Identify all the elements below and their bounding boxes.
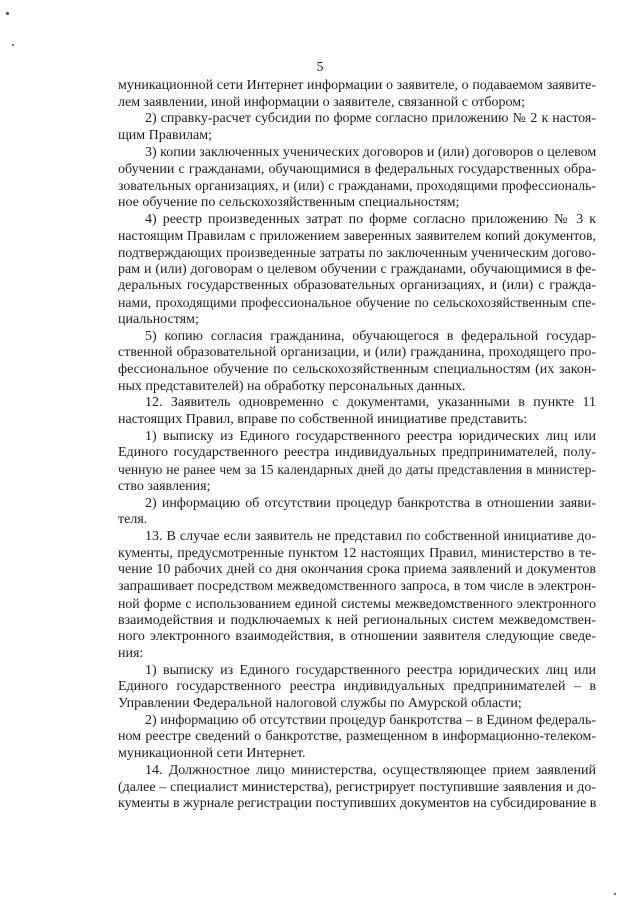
text-line: циальностям;: [118, 311, 199, 327]
text-line: ственной образовательной организации, и (или) гражданина, проходящего про-: [118, 345, 596, 361]
text-line: муникационной сети Интернет информации о заявителе, о подаваемом заявите-: [118, 78, 596, 93]
text-line: деральных государственных образовательных организациях, и (или) с гражда-: [118, 278, 596, 294]
text-line: ных представителей) на обработку персональных данных.: [118, 378, 466, 394]
text-line: ного электронного взаимодействия, в отношении заявителя следующие сведе-: [118, 629, 596, 645]
text-line: настоящим Правилам с приложением заверенных заявителем копий документов,: [118, 228, 596, 244]
text-line: ном реестре сведений о банкротстве, размещенном в информационно-телеком-: [118, 729, 596, 745]
text-line: 2) справку-расчет субсидии по форме согласно приложению № 2 к настоя-: [145, 111, 596, 127]
text-line: настоящих Правил, вправе по собственной инициативе представить:: [118, 412, 528, 428]
text-line: ной форме с использованием единой системы межведомственного электронного: [118, 595, 596, 611]
text-line: теля.: [118, 512, 148, 528]
text-line: обучении с гражданами, обучающимися в федеральных государственных обра-: [118, 161, 596, 177]
text-line: кументы, предусмотренные пунктом 12 настоящих Правил, министерство в те-: [118, 545, 596, 561]
page-number: 5: [316, 60, 324, 75]
text-line: Единого государственного реестра индивидуальных предпринимателей – в: [118, 679, 596, 695]
text-line: фессиональное обучение по сельскохозяйственным специальностям (их закон-: [118, 361, 596, 377]
text-line: 4) реестр произведенных затрат по форме согласно приложению № 3 к: [145, 211, 596, 227]
text-line: 3) копии заключенных ученических договоров и (или) договоров о целевом: [145, 144, 597, 160]
document-body: [118, 78, 596, 813]
text-line: ния:: [118, 645, 144, 661]
text-line: 1) выписку из Единого государственного реестра юридических лиц или: [145, 428, 596, 444]
text-line: Управлении Федеральной налоговой службы по Амурской области;: [118, 696, 522, 712]
text-line: ное обучение по сельскохозяйственным специальностям;: [118, 194, 460, 210]
text-line: 2) информацию об отсутствии процедур банкротства в отношении заяви-: [145, 495, 596, 511]
text-line: кументы в журнале регистрации поступивших документов на субсидирование в: [118, 796, 597, 812]
text-line: 12. Заявитель одновременно с документами, указанными в пункте 11: [145, 395, 596, 411]
text-line: 2) информацию об отсутствии процедур банкротства – в Едином федераль-: [145, 712, 596, 728]
text-line: 14. Должностное лицо министерства, осуществляющее прием заявлений: [145, 762, 596, 778]
text-line: 1) выписку из Единого государственного реестра юридических лиц или: [145, 662, 596, 678]
text-line: рам и (или) договорам о целевом обучении с гражданами, обучающимися в фе-: [118, 261, 596, 277]
text-line: щим Правилам;: [118, 128, 213, 144]
scan-speck: [614, 893, 616, 895]
text-line: (далее – специалист министерства), регистрирует поступившие заявления и до-: [118, 779, 596, 795]
text-line: взаимодействия и подключаемых к ней региональных систем межведомствен-: [118, 612, 596, 628]
text-line: чение 10 рабочих дней со дня окончания срока приема заявлений и документов: [118, 562, 596, 578]
text-line: ченную не ранее чем за 15 календарных дней до даты представления в министер-: [118, 462, 596, 478]
scan-speck: [6, 12, 9, 15]
text-line: ство заявления;: [118, 478, 211, 494]
text-line: нами, проходящими профессиональное обучение по сельскохозяйственным спе-: [118, 295, 596, 311]
text-line: подтверждающих произведенные затраты по заключенным ученическим догово-: [118, 245, 596, 261]
text-line: лем заявлении, иной информации о заявителе, связанной с отбором;: [118, 94, 525, 110]
text-line: 13. В случае если заявитель не представил по собственной инициативе до-: [145, 528, 596, 544]
scan-speck: [12, 44, 14, 46]
text-line: Единого государственного реестра индивидуальных предпринимателей, полу-: [118, 445, 596, 461]
text-line: запрашивает посредством межведомственного запроса, в том числе в электрон-: [118, 579, 596, 595]
text-line: муникационной сети Интернет.: [118, 746, 306, 762]
text-line: зовательных организациях, и (или) с гражданами, проходящими профессиональ-: [118, 178, 596, 194]
text-line: 5) копию согласия гражданина, обучающегося в федеральной государ-: [145, 328, 596, 344]
